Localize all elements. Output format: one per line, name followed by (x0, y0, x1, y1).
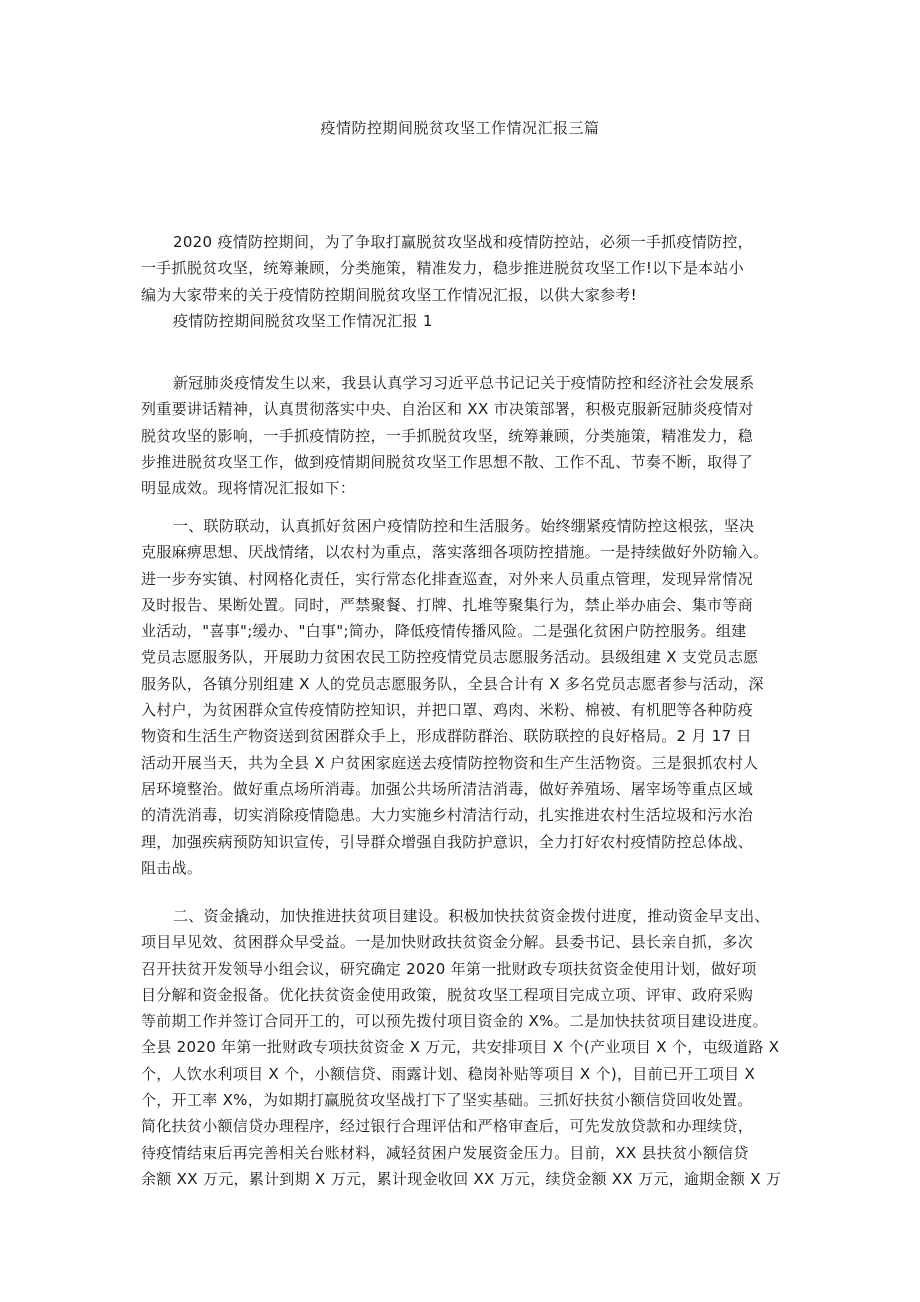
text-line: 2020 疫情防控期间，为了争取打赢脱贫攻坚战和疫情防控站，必须一手抓疫情防控， (173, 233, 753, 251)
text-line: 业活动，"喜事";缓办、"白事";简办，降低疫情传播风险。二是强化贫困户防控服务。组建 (141, 622, 747, 641)
text-line: 的清洗消毒，切实消除疫情隐患。大力实施乡村清洁行动，扎实推进农村生活垃圾和污水治 (141, 806, 754, 825)
intro-paragraph (141, 229, 801, 308)
body-paragraph (141, 903, 801, 1192)
text-line: 步推进脱贫攻坚工作，做到疫情期间脱贫攻坚工作思想不散、工作不乱、节奏不断，取得了 (141, 452, 754, 471)
text-line: 入村户，为贫困群众宣传疫情防控知识，并把口罩、鸡肉、米粉、棉被、有机肥等各种防疫 (141, 701, 754, 720)
text-line: 二、资金撬动，加快推进扶贫项目建设。积极加快扶贫资金拨付进度，推动资金早支出、 (173, 907, 770, 925)
text-line: 一、联防联动，认真抓好贫困户疫情防控和生活服务。始终绷紧疫情防控这根弦，坚决 (173, 517, 755, 535)
text-line: 待疫情结束后再完善相关台账材料，减轻贫困户发展资金压力。目前，XX 县扶贫小额信贷 (141, 1143, 749, 1162)
text-line: 明显成效。现将情况汇报如下： (141, 479, 356, 498)
text-line: 服务队，各镇分别组建 X 人的党员志愿服务队，全县合计有 X 多名党员志愿者参与活动，深 (141, 674, 764, 693)
body-paragraph (141, 370, 801, 501)
text-line: 目分解和资金报备。优化扶贫资金使用政策，脱贫攻坚工程项目完成立项、评审、政府采购 (141, 985, 754, 1004)
text-line: 编为大家带来的关于疫情防控期间脱贫攻坚工作情况汇报，以供大家参考! (141, 285, 637, 304)
text-line: 疫情防控期间脱贫攻坚工作情况汇报 1 (173, 312, 433, 330)
text-line: 一手抓脱贫攻坚，统筹兼顾，分类施策，精准发力，稳步推进脱贫攻坚工作!以下是本站小 (141, 259, 745, 278)
text-line: 等前期工作并签订合同开工的，可以预先拨付项目资金的 X%。二是加快扶贫项目建设进度。 (141, 1012, 768, 1031)
text-line: 新冠肺炎疫情发生以来，我县认真学习习近平总书记记关于疫情防控和经济社会发展系 (173, 374, 755, 392)
text-line: 进一步夯实镇、村网格化责任，实行常态化排查巡查，对外来人员重点管理，发现异常情况 (141, 569, 754, 588)
text-line: 余额 XX 万元，累计到期 X 万元，累计现金收回 XX 万元，续贷金额 XX 万元，逾期金额 X 万 (141, 1169, 782, 1188)
body-paragraph (141, 513, 801, 881)
text-line: 及时报告、果断处置。同时，严禁聚餐、打牌、扎堆等聚集行为，禁止举办庙会、集市等商 (141, 595, 754, 614)
text-line: 活动开展当天，共为全县 X 户贫困家庭送去疫情防控物资和生产生活物资。三是狠抓农村人 (141, 753, 759, 772)
text-line: 克服麻痹思想、厌战情绪，以农村为重点，落实落细各项防控措施。一是持续做好外防输入。 (141, 543, 769, 562)
text-line: 脱贫攻坚的影响，一手抓疫情防控，一手抓脱贫攻坚，统筹兼顾，分类施策，精准发力，稳 (141, 426, 754, 445)
text-line: 个，人饮水利项目 X 个，小额信贷、雨露计划、稳岗补贴等项目 X 个)，目前已开工项目 X (141, 1064, 756, 1083)
text-line: 居环境整治。做好重点场所消毒。加强公共场所清洁消毒，做好养殖场、屠宰场等重点区域 (141, 779, 754, 798)
text-line: 简化扶贫小额信贷办理程序，经过银行合理评估和严格审查后，可先发放贷款和办理续贷， (141, 1117, 754, 1136)
text-line: 个，开工率 X%，为如期打赢脱贫攻坚战打下了坚实基础。三抓好扶贫小额信贷回收处置。 (141, 1091, 753, 1110)
text-line: 党员志愿服务队，开展助力贫困农民工防控疫情党员志愿服务活动。县级组建 X 支党员志愿 (141, 648, 759, 667)
document-title: 疫情防控期间脱贫攻坚工作情况汇报三篇 (320, 119, 600, 137)
text-line: 项目早见效、贫困群众早受益。一是加快财政扶贫资金分解。县委书记、县长亲自抓，多次 (141, 933, 754, 952)
section-heading (141, 308, 801, 334)
text-line: 物资和生活生产物资送到贫困群众手上，形成群防群治、联防联控的良好格局。2 月 17 日 (141, 727, 752, 746)
text-line: 全县 2020 年第一批财政专项扶贫资金 X 万元，共安排项目 X 个(产业项目 X 个，屯级道路 X (141, 1038, 780, 1057)
text-line: 理，加强疾病预防知识宣传，引导群众增强自我防护意识，全力打好农村疫情防控总体战、 (141, 832, 754, 851)
text-line: 列重要讲话精神，认真贯彻落实中央、自治区和 XX 市决策部署，积极克服新冠肺炎疫情对 (141, 400, 754, 419)
text-line: 召开扶贫开发领导小组会议，研究确定 2020 年第一批财政专项扶贫资金使用计划，做好项 (141, 959, 757, 978)
text-line: 阻击战。 (141, 858, 203, 877)
